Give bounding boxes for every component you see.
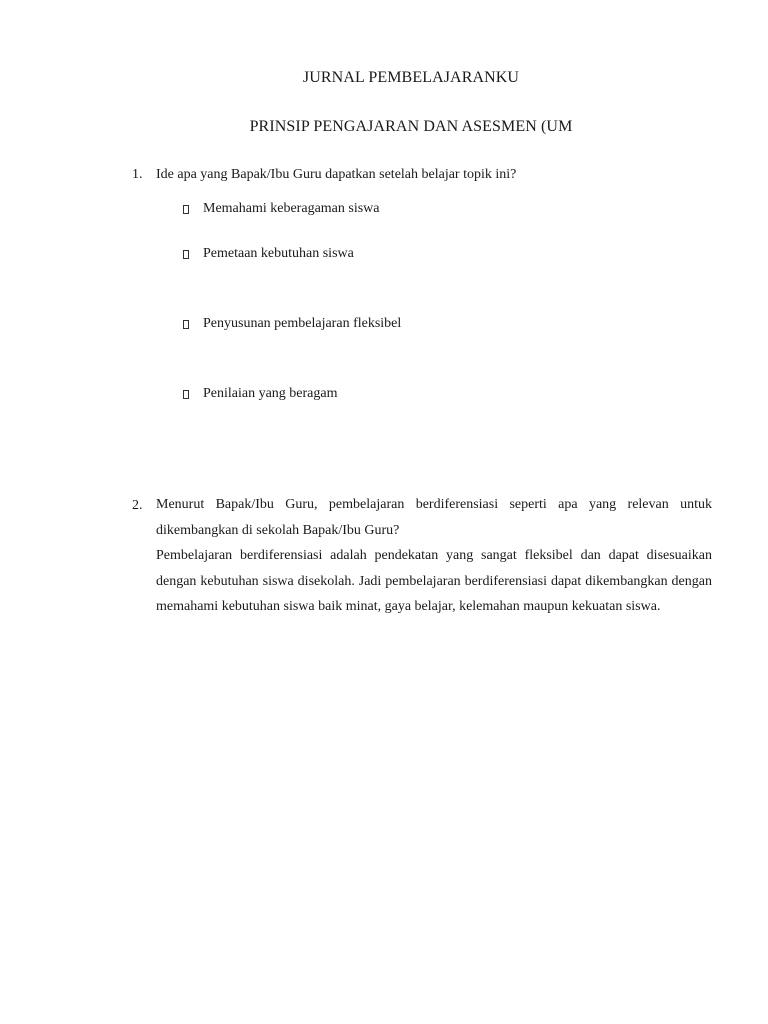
question-1-bullet-1: Memahami keberagaman siswa [203,201,380,216]
question-1-bullet-2: Pemetaan kebutuhan siswa [203,246,354,261]
document-title: JURNAL PEMBELAJARANKU [302,69,520,86]
question-1-number: 1. [132,167,143,182]
checkbox-bullet-icon [181,203,191,215]
question-1-text: Ide apa yang Bapak/Ibu Guru dapatkan setelah belajar topik ini? [156,167,517,182]
question-2-block [156,492,712,620]
checkbox-bullet-icon [181,248,191,260]
question-1-bullet-3: Penyusunan pembelajaran fleksibel [203,316,402,331]
document-subtitle: PRINSIP PENGAJARAN DAN ASESMEN (UM [249,118,573,135]
checkbox-bullet-icon [181,318,191,330]
question-2-number: 2. [132,498,143,513]
question-2-text: Menurut Bapak/Ibu Guru, pembelajaran berdiferensiasi seperti apa yang relevan untuk dikembangkan di sekolah Bapak/Ibu Guru? [156,497,712,538]
question-2-answer: Pembelajaran berdiferensiasi adalah pendekatan yang sangat fleksibel dan dapat disesuaikan dengan kebutuhan siswa disekolah. Jadi pembelajaran berdiferensiasi dapat dikembangkan dengan memahami kebutuhan siswa baik minat, gaya belajar, kelemahan maupun kekuatan siswa. [156,548,712,614]
question-1-bullet-4: Penilaian yang beragam [203,386,338,401]
checkbox-bullet-icon [181,388,191,400]
